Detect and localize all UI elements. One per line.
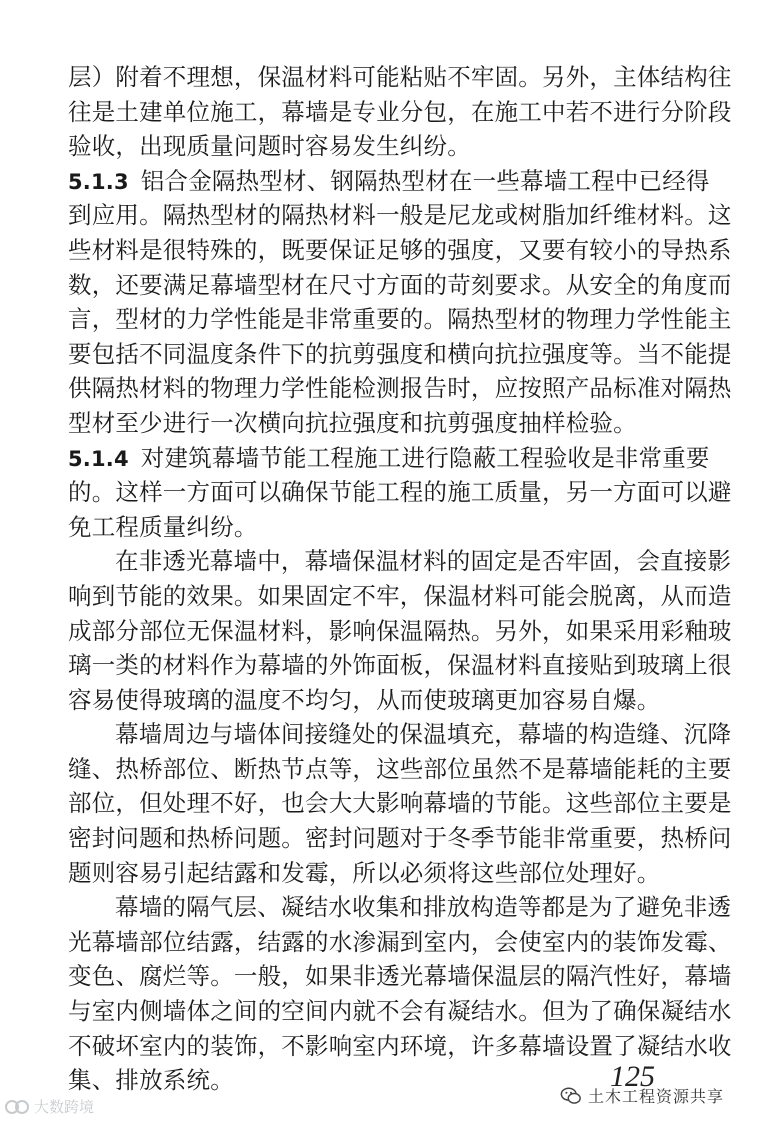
- text-line: 验收，出现质量问题时容易发生纠纷。: [68, 132, 471, 161]
- watermark-right-text: 土木工程资源共享: [588, 1087, 725, 1106]
- text-line: 集、排放系统。: [68, 1066, 234, 1095]
- text-line: 免工程质量纠纷。: [68, 512, 258, 541]
- text-line: 供隔热材料的物理力学性能检测报告时，应按照产品标准对隔热: [68, 374, 732, 403]
- text-line: 部位，但处理不好，也会大大影响幕墙的节能。这些部位主要是: [68, 789, 732, 818]
- text-line: 层）附着不理想，保温材料可能粘贴不牢固。另外，主体结构往: [68, 63, 732, 91]
- text-line: 往是土建单位施工，幕墙是专业分包，在施工中若不进行分阶段: [68, 97, 732, 126]
- text-line: 对建筑幕墙节能工程施工进行隐蔽工程验收是非常重要: [140, 443, 710, 472]
- text-line: 些材料是很特殊的，既要保证足够的强度，又要有较小的导热系: [68, 235, 732, 264]
- text-line: 成部分部位无保温材料，影响保温隔热。另外，如果采用彩釉玻: [68, 616, 732, 645]
- page-number: 125: [610, 1060, 655, 1093]
- text-line: 缝、热桥部位、断热节点等，这些部位虽然不是幕墙能耗的主要: [68, 754, 732, 783]
- text-line: 光幕墙部位结露，结露的水渗漏到室内，会使室内的装饰发霉、: [68, 927, 732, 956]
- watermark-logo-icon: [4, 1098, 30, 1116]
- text-line: 璃一类的材料作为幕墙的外饰面板，保温材料直接贴到玻璃上很: [68, 651, 732, 680]
- section-number: 5.1.4: [68, 446, 129, 471]
- section-5-1-4-first-line: [68, 441, 710, 476]
- text-line: 变色、腐烂等。一般，如果非透光幕墙保温层的隔汽性好，幕墙: [68, 962, 732, 991]
- text-line: 在非透光幕墙中，幕墙保温材料的固定是否牢固，会直接影: [115, 547, 732, 576]
- watermark-left: [4, 1096, 94, 1117]
- text-line: 要包括不同温度条件下的抗剪强度和横向抗拉强度等。当不能提: [68, 339, 732, 368]
- watermark-left-text: 大数跨境: [34, 1098, 95, 1116]
- section-5-1-3-first-line: [68, 164, 710, 199]
- text-line: 幕墙周边与墙体间接缝处的保温填充，幕墙的构造缝、沉降: [115, 720, 732, 749]
- text-line: 铝合金隔热型材、钢隔热型材在一些幕墙工程中已经得: [140, 166, 710, 195]
- text-line: 题则容易引起结露和发霉，所以必须将这些部位处理好。: [68, 858, 661, 887]
- text-line: 密封问题和热桥问题。密封问题对于冬季节能非常重要，热桥问: [68, 824, 732, 853]
- watermark-right: [560, 1084, 724, 1107]
- text-line: 与室内侧墙体之间的空间内就不会有凝结水。但为了确保凝结水: [68, 997, 732, 1026]
- wechat-icon: [560, 1085, 582, 1107]
- text-line: 到应用。隔热型材的隔热材料一般是尼龙或树脂加纤维材料。这: [68, 201, 732, 230]
- text-line: 容易使得玻璃的温度不均匀，从而使玻璃更加容易自爆。: [68, 685, 661, 714]
- text-line: 响到节能的效果。如果固定不牢，保温材料可能会脱离，从而造: [68, 581, 732, 610]
- text-line: 言，型材的力学性能是非常重要的。隔热型材的物理力学性能主: [68, 305, 732, 334]
- text-line: 数，还要满足幕墙型材在尺寸方面的苛刻要求。从安全的角度而: [68, 270, 732, 299]
- text-line: 型材至少进行一次横向抗拉强度和抗剪强度抽样检验。: [68, 408, 637, 437]
- text-line: 不破坏室内的装饰，不影响室内环境，许多幕墙设置了凝结水收: [68, 1031, 732, 1060]
- section-number: 5.1.3: [68, 169, 129, 194]
- text-line: 幕墙的隔气层、凝结水收集和排放构造等都是为了避免非透: [115, 893, 732, 922]
- text-line: 的。这样一方面可以确保节能工程的施工质量，另一方面可以避: [68, 478, 732, 507]
